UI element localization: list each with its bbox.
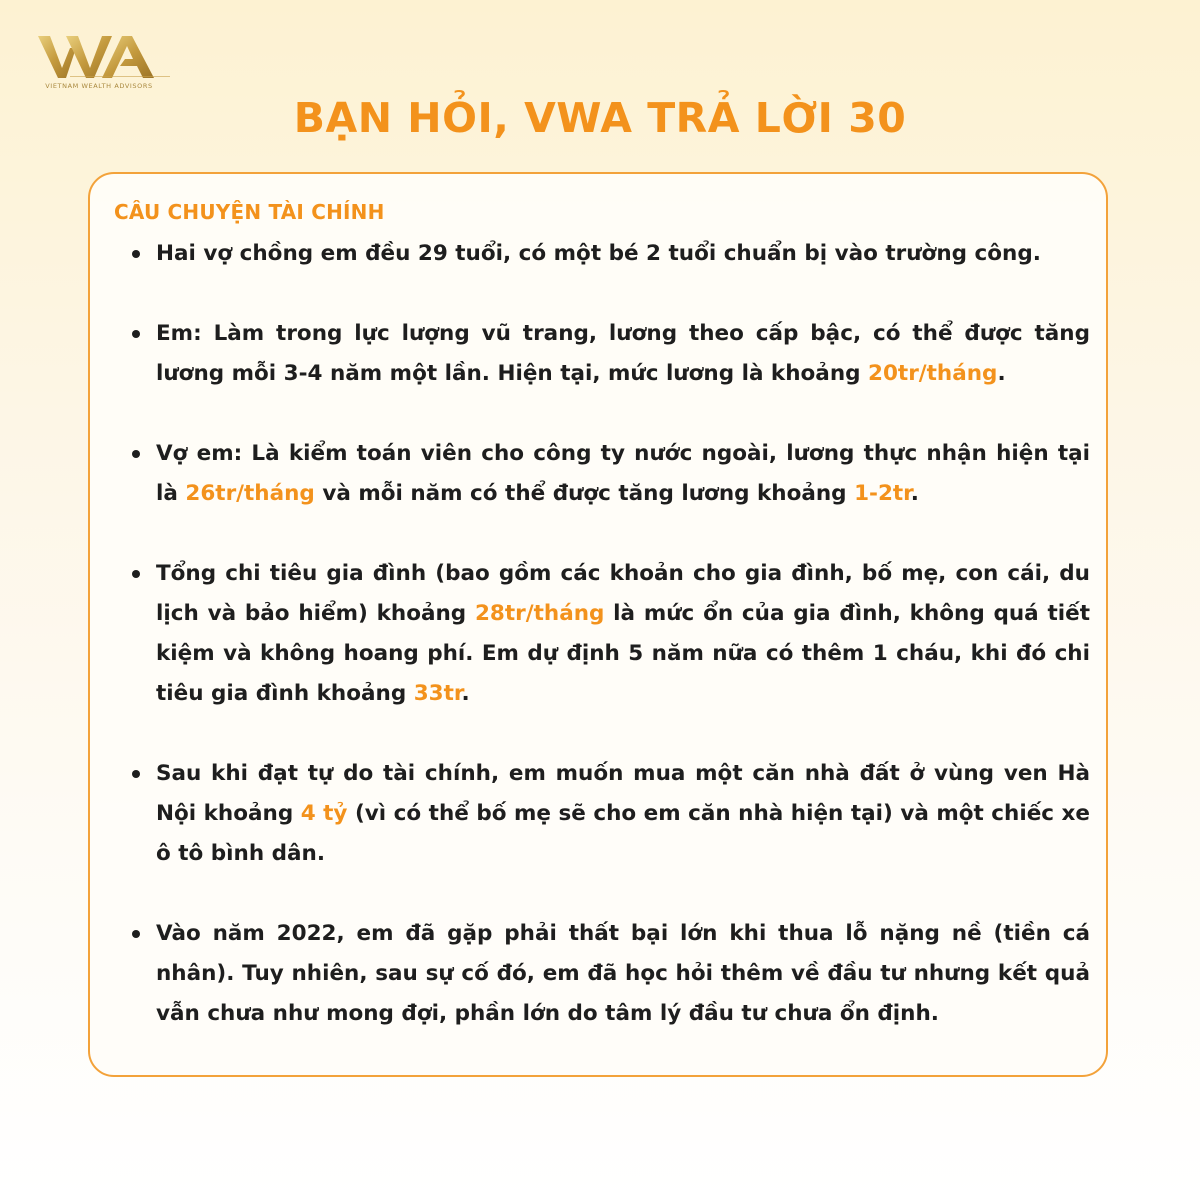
item-text: Vợ em: Là kiểm toán viên cho công ty nước ngoài, lương thực nhận hiện tại là: [156, 441, 1090, 506]
bullet-icon: [132, 330, 140, 338]
highlighted-amount: 28tr/tháng: [474, 601, 605, 626]
highlighted-amount: 20tr/tháng: [868, 361, 998, 386]
item-text: Vào năm 2022, em đã gặp phải thất bại lớn khi thua lỗ nặng nề (tiền cá nhân). Tuy nhiên, sau sự cố đó, em đã học hỏi thêm về đầu tư nhưng kết quả vẫn chưa như mong đợi, phần lớn do tâm lý đầu tư chưa ổn định.: [156, 921, 1090, 1026]
list-item: [132, 914, 1090, 1034]
item-text: Sau khi đạt tự do tài chính, em muốn mua một căn nhà đất ở vùng ven Hà Nội khoảng: [156, 761, 1090, 826]
bullet-icon: [132, 930, 140, 938]
item-text: .: [997, 361, 1006, 386]
item-text: .: [461, 681, 470, 706]
item-text: Tổng chi tiêu gia đình (bao gồm các khoản cho gia đình, bố mẹ, con cái, du lịch và bảo hiểm) khoảng: [156, 561, 1090, 626]
item-text: Hai vợ chồng em đều 29 tuổi, có một bé 2 tuổi chuẩn bị vào trường công.: [156, 241, 1041, 266]
logo-tagline: VIETNAM WEALTH ADVISORS: [45, 82, 153, 90]
item-text: và mỗi năm có thể được tăng lương khoảng: [314, 481, 855, 506]
bullet-icon: [132, 250, 140, 258]
list-item: [132, 434, 1090, 514]
highlighted-amount: 4 tỷ: [300, 801, 348, 826]
item-text: .: [910, 481, 919, 506]
list-item: [132, 234, 1090, 274]
list-item: [132, 554, 1090, 714]
highlighted-amount: 33tr: [413, 681, 462, 706]
page-title: BẠN HỎI, VWA TRẢ LỜI 30: [293, 94, 907, 142]
financial-story-card: [88, 172, 1108, 1077]
item-text: (vì có thể bố mẹ sẽ cho em căn nhà hiện tại) và một chiếc xe ô tô bình dân.: [156, 801, 1090, 866]
list-item: [132, 754, 1090, 874]
bullet-icon: [132, 770, 140, 778]
vwa-logo: [32, 34, 166, 96]
story-list: [132, 234, 1090, 1074]
highlighted-amount: 26tr/tháng: [185, 481, 315, 506]
logo-divider: [70, 76, 170, 80]
bullet-icon: [132, 570, 140, 578]
bullet-icon: [132, 450, 140, 458]
item-text: là mức ổn của gia đình, không quá tiết kiệm và không hoang phí. Em dự định 5 năm nữa có thêm 1 cháu, khi đó chi tiêu gia đình khoảng: [156, 601, 1090, 706]
section-title: CÂU CHUYỆN TÀI CHÍNH: [114, 200, 385, 224]
list-item: [132, 314, 1090, 394]
vwa-logo-icon: [36, 34, 162, 80]
item-text: Em: Làm trong lực lượng vũ trang, lương theo cấp bậc, có thể được tăng lương mỗi 3-4 năm một lần. Hiện tại, mức lương là khoảng: [156, 321, 1090, 386]
highlighted-amount: 1-2tr: [854, 481, 911, 506]
